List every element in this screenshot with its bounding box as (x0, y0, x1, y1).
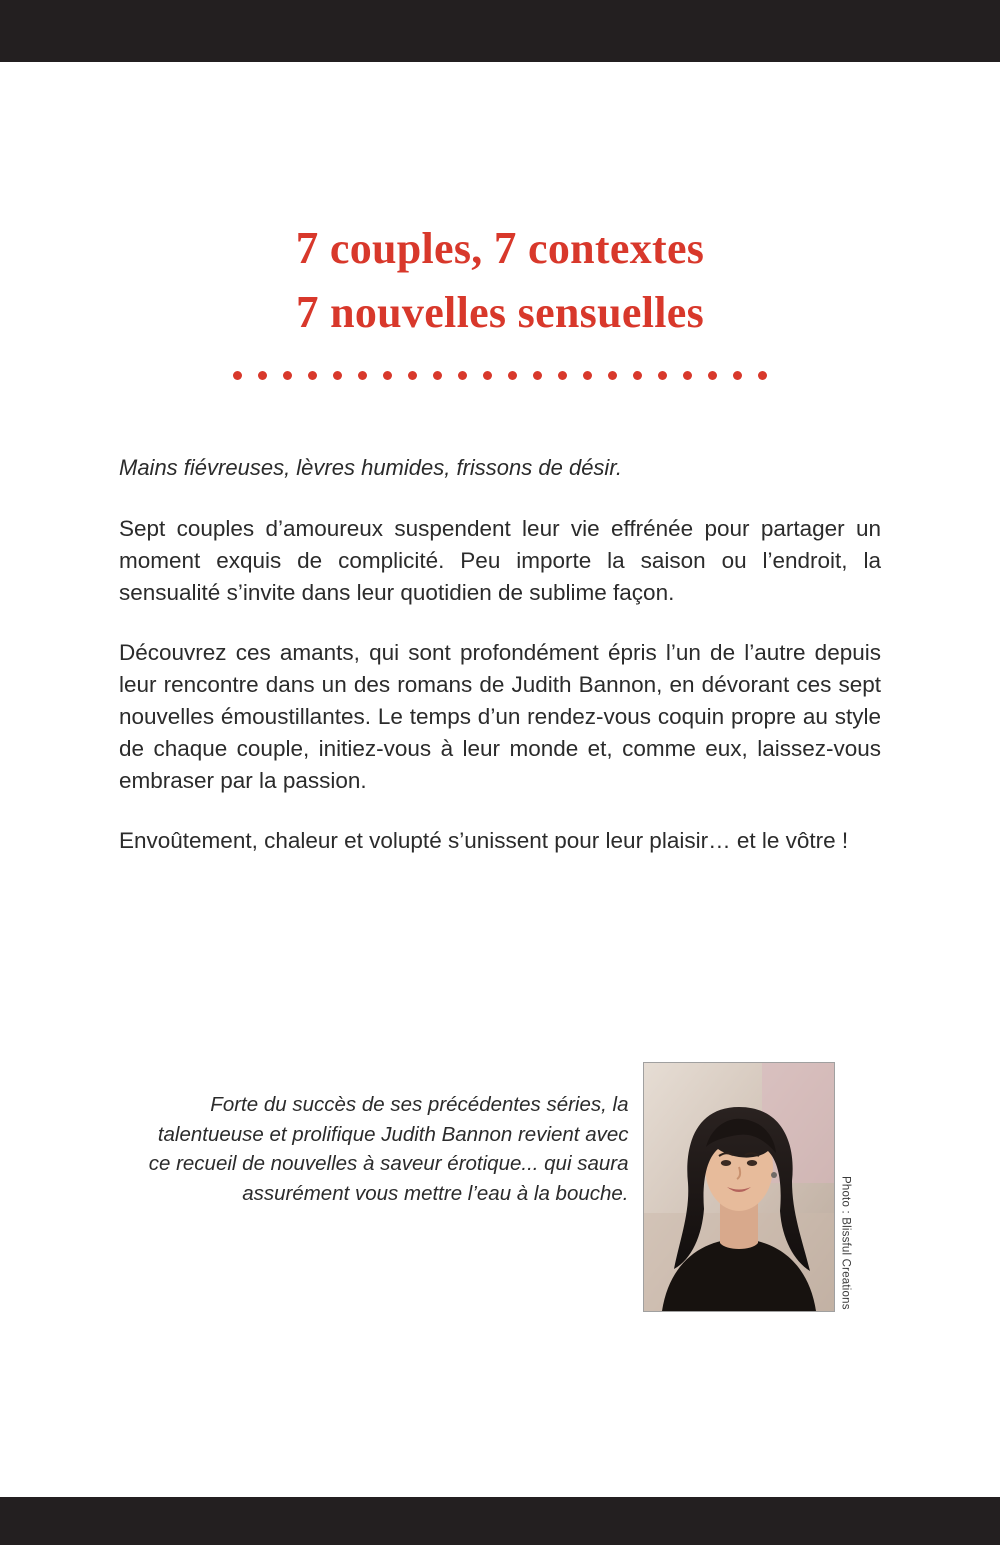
body-copy (119, 380, 881, 857)
divider-dot (233, 371, 242, 380)
author-quote: Forte du succès de ses précédentes séries, la talentueuse et prolifique Judith Bannon revient avec ce recueil de nouvelles à saveur érotique... qui saura assurément vous mettre l’eau à la bouche. (148, 1093, 629, 1206)
page-title (0, 62, 1000, 345)
divider-dot (733, 371, 742, 380)
avatar (643, 1062, 835, 1312)
divider-dot (683, 371, 692, 380)
divider-dot (408, 371, 417, 380)
lead-paragraph: Mains fiévreuses, lèvres humides, frissons de désir. (119, 454, 622, 480)
book-back-cover-page (0, 62, 1000, 1497)
headline-number-one: 7 (295, 223, 319, 273)
divider-dot (758, 371, 767, 380)
photo-credit: Photo : Blissful Creations (839, 1176, 852, 1310)
divider-dot (333, 371, 342, 380)
headline-text-one: couples, (318, 224, 494, 273)
dot-divider (0, 371, 1000, 380)
headline-number-three: 7 (295, 286, 319, 337)
divider-dot (533, 371, 542, 380)
divider-dot (433, 371, 442, 380)
headline-text-three: nouvelles sensuelles (318, 287, 705, 337)
divider-dot (483, 371, 492, 380)
headline-line-two (0, 281, 1000, 345)
divider-dot (308, 371, 317, 380)
divider-dot (358, 371, 367, 380)
divider-dot (508, 371, 517, 380)
divider-dot (458, 371, 467, 380)
top-black-band (0, 0, 1000, 62)
divider-dot (283, 371, 292, 380)
headline-text-two: contextes (516, 224, 705, 273)
author-portrait-icon (644, 1063, 834, 1311)
divider-dot (383, 371, 392, 380)
divider-dot (608, 371, 617, 380)
paragraph-2: Découvrez ces amants, qui sont profondément épris l’un de l’autre depuis leur rencontre dans un des romans de Judith Bannon, en dévorant ces sept nouvelles émoustillantes. Le temps d’un rendez-vous coquin propre au style de chaque couple, initiez-vous à leur monde et, comme eux, laissez-vous embraser par la passion. (119, 639, 881, 793)
author-photo-wrap (643, 1062, 852, 1312)
paragraph-1: Sept couples d’amoureux suspendent leur vie effrénée pour partager un moment exquis de complicité. Peu importe la saison ou l’endroit, la sensualité s’invite dans leur quotidien de sublime façon. (119, 516, 881, 605)
divider-dot (583, 371, 592, 380)
paragraph-3: Envoûtement, chaleur et volupté s’unissent pour leur plaisir… et le vôtre ! (119, 827, 849, 853)
divider-dot (633, 371, 642, 380)
divider-dot (658, 371, 667, 380)
divider-dot (558, 371, 567, 380)
divider-dot (258, 371, 267, 380)
divider-dot (708, 371, 717, 380)
author-block (0, 1062, 1000, 1312)
bottom-black-band (0, 1497, 1000, 1545)
headline-number-two: 7 (493, 223, 517, 273)
